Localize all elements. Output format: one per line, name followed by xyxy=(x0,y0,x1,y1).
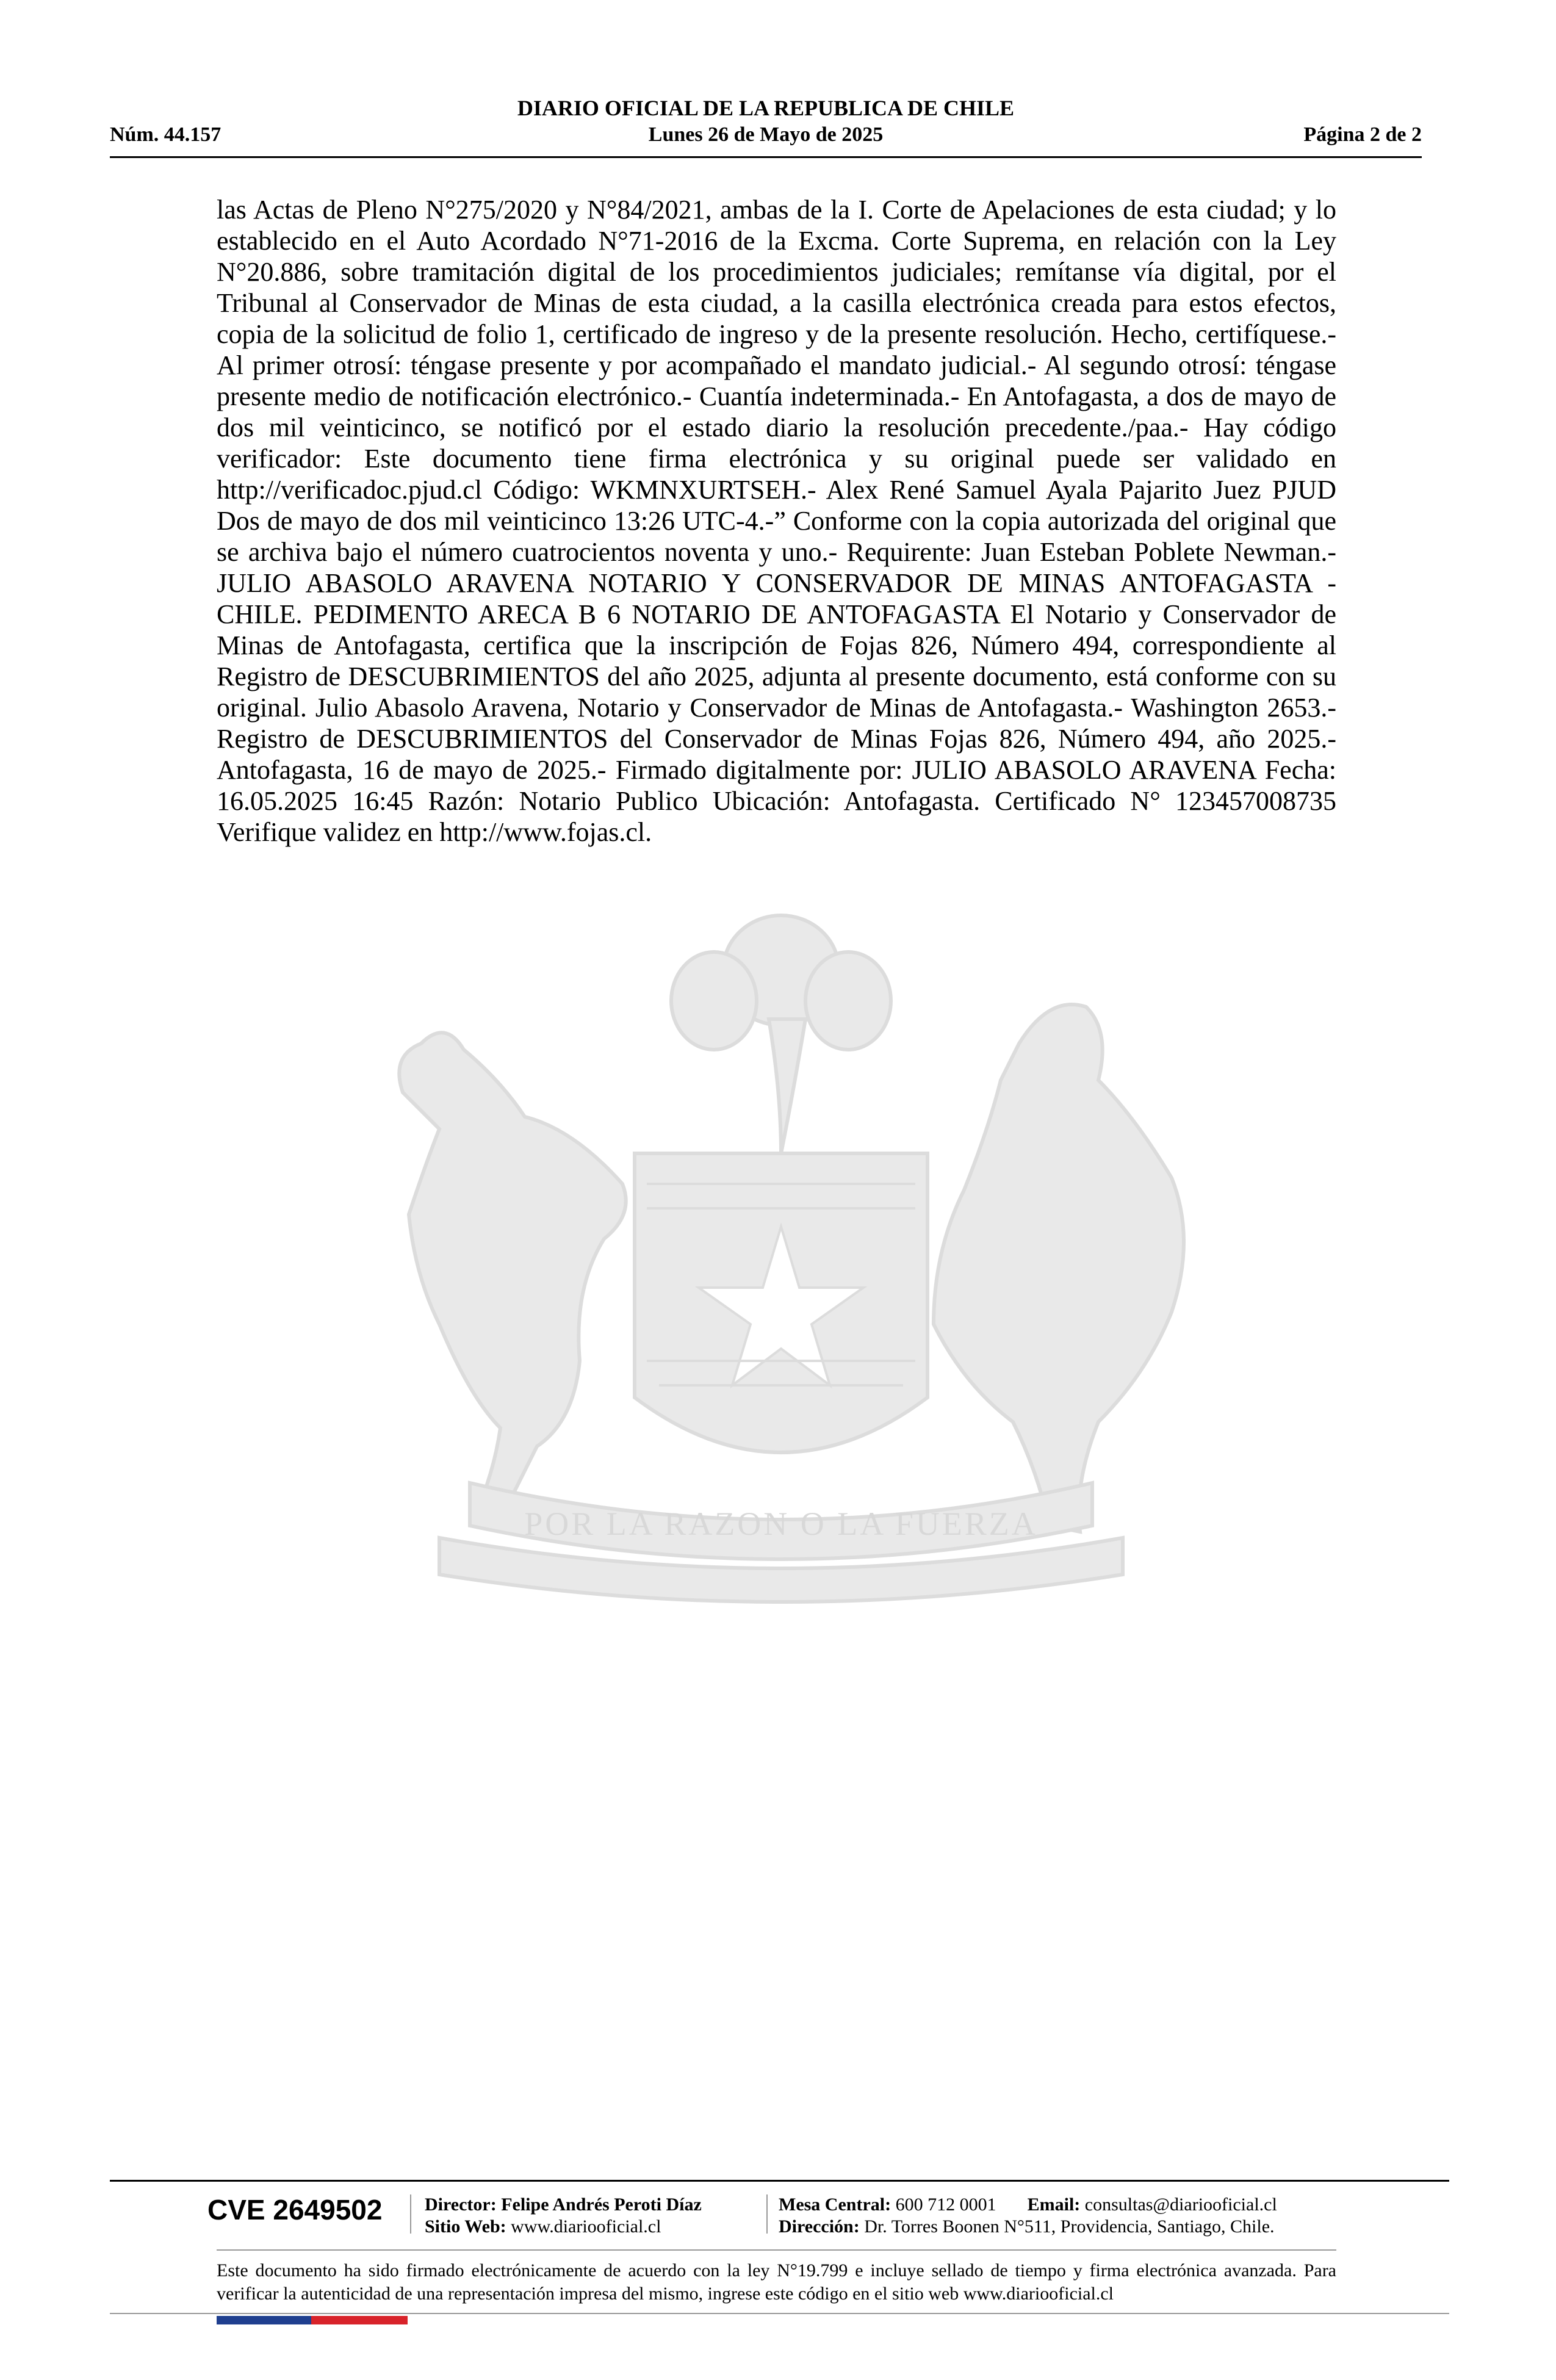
address-value: Dr. Torres Boonen N°511, Providencia, Santiago, Chile. xyxy=(864,2216,1275,2237)
issue-number: Núm. 44.157 xyxy=(110,123,222,146)
website-line xyxy=(425,2216,661,2237)
footer-divider-mid xyxy=(217,2249,1336,2251)
footer-divider-bottom xyxy=(110,2313,1449,2314)
publication-title: DIARIO OFICIAL DE LA REPUBLICA DE CHILE xyxy=(517,96,1015,120)
footer-divider-top xyxy=(110,2180,1449,2182)
flag-stripe-red xyxy=(311,2316,408,2324)
page-number: Página 2 de 2 xyxy=(1303,123,1422,146)
director-label: Director: xyxy=(425,2194,497,2215)
legal-notice: Este documento ha sido firmado electrónicamente de acuerdo con la ley N°19.799 e incluye sellado de tiempo y firma electrónica avanzada. Para verificar la autenticidad de una representación impresa del mismo, ingrese este código en el sitio web www.diariooficial.cl xyxy=(217,2260,1336,2304)
address-line xyxy=(779,2216,1275,2237)
header-divider xyxy=(110,156,1422,158)
cve-code: CVE 2649502 xyxy=(207,2194,383,2226)
issue-date: Lunes 26 de Mayo de 2025 xyxy=(648,123,884,146)
mesa-label: Mesa Central: xyxy=(779,2194,891,2215)
address-label: Dirección: xyxy=(779,2216,860,2237)
body-paragraph: las Actas de Pleno N°275/2020 y N°84/2021, ambas de la I. Corte de Apelaciones de esta ciudad; y lo establecido en el Auto Acordado N°71-2016 de la Excma. Corte Suprema, en relación con la Ley N°20.886, sobre tramitación digital de los procedimientos judiciales; remítanse vía digital, por el Tribunal al Conservador de Minas de esta ciudad, a la casilla electrónica creada para estos efectos, copia de la solicitud de folio 1, certificado de ingreso y de la presente resolución. Hecho, certifíquese.- Al primer otrosí: téngase presente y por acompañado el mandato judicial.- Al segundo otrosí: téngase presente medio de notificación electrónico.- Cuantía indeterminada.- En Antofagasta, a dos de mayo de dos mil veinticinco, se notificó por el estado diario la resolución precedente./paa.- Hay código verificador: Este documento tiene firma electrónica y su original puede ser validado en http://verificadoc.pjud.cl Código: WKMNXURTSEH.- Alex René Samuel Ayala Pajarito Juez PJUD Dos de mayo de dos mil veinticinco 13:26 UTC-4.-” Conforme con la copia autorizada del original que se archiva bajo el número cuatrocientos noventa y uno.- Requirente: Juan Esteban Poblete Newman.- JULIO ABASOLO ARAVENA NOTARIO Y CONSERVADOR DE MINAS ANTOFAGASTA - CHILE. PEDIMENTO ARECA B 6 NOTARIO DE ANTOFAGASTA El Notario y Conservador de Minas de Antofagasta, certifica que la inscripción de Fojas 826, Número 494, correspondiente al Registro de DESCUBRIMIENTOS del año 2025, adjunta al presente documento, está conforme con su original. Julio Abasolo Aravena, Notario y Conservador de Minas de Antofagasta.- Washington 2653.- Registro de DESCUBRIMIENTOS del Conservador de Minas Fojas 826, Número 494, año 2025.- Antofagasta, 16 de mayo de 2025.- Firmado digitalmente por: JULIO ABASOLO ARAVENA Fecha: 16.05.2025 16:45 Razón: Notario Publico Ubicación: Antofagasta. Certificado N° 123457008735 Verifique validez en http://www.fojas.cl. xyxy=(217,195,1336,847)
footer-separator-2 xyxy=(766,2194,768,2234)
website-value[interactable]: www.diariooficial.cl xyxy=(511,2216,661,2237)
email-label: Email: xyxy=(1027,2194,1081,2215)
contact-line xyxy=(779,2194,1277,2215)
coat-of-arms-watermark xyxy=(317,897,1233,1666)
mesa-value: 600 712 0001 xyxy=(895,2194,996,2215)
director-line xyxy=(425,2194,702,2215)
flag-stripe-blue xyxy=(217,2316,311,2324)
director-value: Felipe Andrés Peroti Díaz xyxy=(501,2194,702,2215)
watermark-motto: POR LA RAZON O LA FUERZA xyxy=(524,1506,1038,1542)
page-header xyxy=(110,93,1422,160)
website-label: Sitio Web: xyxy=(425,2216,506,2237)
email-value[interactable]: consultas@diariooficial.cl xyxy=(1084,2194,1277,2215)
footer-separator-1 xyxy=(410,2194,411,2234)
